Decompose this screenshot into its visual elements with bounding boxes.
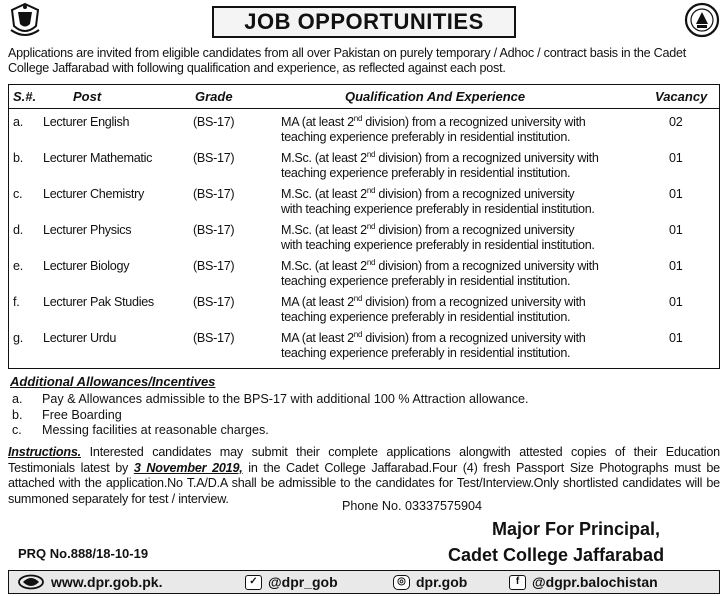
row-sn: d. (13, 223, 23, 237)
row-post: Lecturer Pak Studies (43, 295, 154, 309)
row-vacancy: 01 (669, 187, 683, 201)
row-grade: (BS-17) (193, 223, 235, 237)
row-vacancy: 02 (669, 115, 683, 129)
instructions-heading: Instructions. (8, 445, 81, 459)
header-grade: Grade (195, 89, 233, 104)
row-grade: (BS-17) (193, 115, 235, 129)
row-sn: g. (13, 331, 23, 345)
deadline-date: 3 November 2019, (133, 460, 243, 475)
header-qualification: Qualification And Experience (345, 89, 526, 104)
row-post: Lecturer Urdu (43, 331, 117, 345)
instructions-paragraph: Instructions. Interested candidates may submit their complete applications alongwith attested copies of their Education Testimonials latest by 3 November 2019, in the Cadet College Jaffarabad.Four (4) fresh Passport Size Photographs must be attached with the application.No T.A/D.A shall be admissible to the candidates for Test/Interview.Only shortlisted candidates will be summoned separately for test / interview. (8, 445, 720, 506)
row-sn: e. (13, 259, 23, 273)
phone-number: Phone No. 03337575904 (342, 499, 483, 513)
row-post: Lecturer Mathematic (43, 151, 153, 165)
table-header (9, 85, 719, 109)
row-qualification: MA (at least 2nd division) from a recognized university with teaching experience preferably in residential institution. (281, 329, 586, 360)
row-sn: c. (13, 187, 23, 201)
signature-title: Major For Principal, (492, 519, 661, 539)
footer-website[interactable]: www.dpr.gob.pk. (17, 574, 162, 590)
footer-bar (8, 570, 720, 594)
footer-twitter[interactable]: ✓ @dpr_gob (245, 574, 338, 590)
row-post: Lecturer Physics (43, 223, 132, 237)
row-post: Lecturer Chemistry (43, 187, 144, 201)
row-grade: (BS-17) (193, 331, 235, 345)
allowances-heading: Additional Allowances/Incentives (10, 374, 216, 389)
row-qualification: MA (at least 2nd division) from a recognized university with teaching experience preferably in residential institution. (281, 113, 586, 144)
footer-facebook[interactable]: f @dgpr.balochistan (509, 574, 658, 590)
row-grade: (BS-17) (193, 259, 235, 273)
table-row (9, 223, 719, 259)
row-vacancy: 01 (669, 295, 683, 309)
table-row (9, 331, 719, 367)
footer-instagram[interactable]: ◎ dpr.gob (393, 574, 467, 590)
row-qualification: M.Sc. (at least 2nd division) from a recognized university with teaching experience preferably in residential institution. (281, 221, 595, 252)
pakistan-emblem-icon (8, 2, 42, 38)
table-row (9, 259, 719, 295)
row-qualification: M.Sc. (at least 2nd division) from a recognized university with teaching experience preferably in residential institution. (281, 149, 599, 180)
row-qualification: M.Sc. (at least 2nd division) from a recognized university with teaching experience preferably in residential institution. (281, 185, 595, 216)
globe-icon (17, 574, 45, 590)
header-post: Post (73, 89, 102, 104)
table-row (9, 115, 719, 151)
row-qualification: M.Sc. (at least 2nd division) from a recognized university with teaching experience preferably in residential institution. (281, 257, 599, 288)
row-grade: (BS-17) (193, 151, 235, 165)
row-vacancy: 01 (669, 223, 683, 237)
facebook-icon: f (509, 575, 526, 590)
header-sn: S.#. (13, 89, 37, 104)
row-sn: b. (13, 151, 23, 165)
table-row (9, 187, 719, 223)
row-post: Lecturer English (43, 115, 130, 129)
row-vacancy: 01 (669, 259, 683, 273)
header-vacancy: Vacancy (655, 89, 708, 104)
row-vacancy: 01 (669, 151, 683, 165)
row-post: Lecturer Biology (43, 259, 130, 273)
page-title: JOB OPPORTUNITIES (212, 6, 516, 38)
instagram-icon: ◎ (393, 575, 410, 590)
twitter-icon: ✓ (245, 575, 262, 590)
row-sn: a. (13, 115, 23, 129)
row-vacancy: 01 (669, 331, 683, 345)
intro-paragraph: Applications are invited from eligible candidates from all over Pakistan on purely temporary / Adhoc / contract basis in the Cadet College Jaffarabad with following qualification and experience, as reflected against each post. (8, 46, 687, 75)
cadet-college-crest-icon (684, 2, 720, 38)
row-qualification: MA (at least 2nd division) from a recognized university with teaching experience preferably in residential institution. (281, 293, 586, 324)
row-grade: (BS-17) (193, 187, 235, 201)
table-row (9, 151, 719, 187)
signature-institution: Cadet College Jaffarabad (448, 545, 665, 565)
row-grade: (BS-17) (193, 295, 235, 309)
posts-table (8, 84, 720, 369)
row-sn: f. (13, 295, 20, 309)
table-row (9, 295, 719, 331)
prq-number: PRQ No.888/18-10-19 (18, 546, 149, 561)
